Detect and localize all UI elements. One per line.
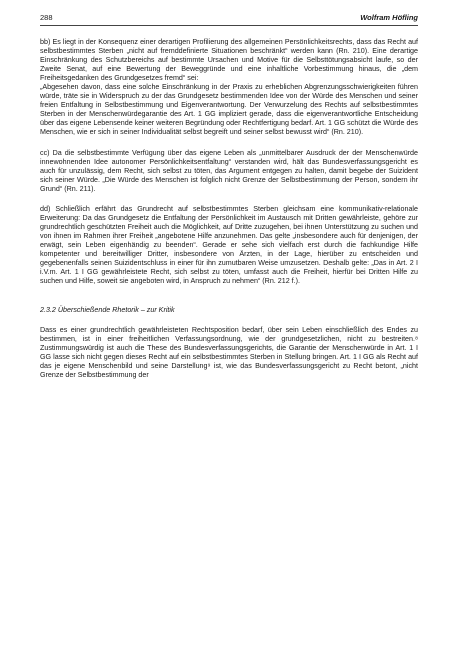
paragraph-critique: Dass es einer grundrechtlich gewährleisteten Rechtsposition bedarf, über sein Leben einschließlich des Endes zu bestimmen, ist in einer freiheitlichen Verfassungsordnung, wie der grundgesetzlichen, nicht zu bestreiten.⁸ Zustimmungswürdig ist auch die These des Bundesverfassungsgerichts, die Garantie der Menschenwürde in Art. 1 I GG lasse sich nicht gegen dieses Recht auf ein selbstbestimmtes Sterben in Stellung bringen. Art. 1 I GG als Recht auf das je eigene Menschenbild und seine Darstellung⁹ ist, wie das Bundesverfassungsgericht zu Recht betont, „nicht Grenze der Selbstbestimmung der xyxy=(40,326,418,380)
page-body xyxy=(40,38,418,381)
paragraph-dd: dd) Schließlich erfährt das Grundrecht auf selbstbestimmtes Sterben gleichsam eine kommunikativ-relationale Erweiterung: Da das Grundgesetz die Entfaltung der Persönlichkeit im Austausch mit Dritten gewährleiste, gehöre zur grundrechtlich geschützten Freiheit auch die Möglichkeit, auf Dritte zuzugehen, bei ihnen Unterstützung zu suchen und von ihnen im Rahmen ihrer Freiheit „angebotene Hilfe anzunehmen. Das gelte „insbesondere auch für denjenigen, der erwägt, sein Leben eigenhändig zu beenden“. Gerade er sehe sich vielfach erst durch die fachkundige Hilfe kompetenter und bereitwilliger Dritter, insbesondere von Ärzten, in der Lage, hierüber zu entscheiden und gegebenenfalls seinen Suizidentschluss in einer für ihn zumutbaren Weise umzusetzen. Deshalb gelte: „Das in Art. 2 I i.V.m. Art. 1 I GG gewährleistete Recht, sich selbst zu töten, umfasst auch die Freiheit, hierfür bei Dritten Hilfe zu suchen und Hilfe, soweit sie angeboten wird, in Anspruch zu nehmen“ (Rn. 212 f.). xyxy=(40,204,418,286)
paragraph-cc: cc) Da die selbstbestimmte Verfügung über das eigene Leben als „unmittelbarer Ausdruck der der Menschenwürde innewohnenden Idee autonomer Persönlichkeitsentfaltung“ verstanden wird, hält das Bundesverfassungsgericht es auch für unzulässig, dem Recht, sich selbst zu töten, das Argument entgegen zu halten, damit begebe der Suizident sich seiner Würde. „Die Würde des Menschen ist folglich nicht Grenze der Selbstbestimmung der Person, sondern ihr Grund“ (Rn. 211). xyxy=(40,148,418,193)
section-heading: 2.3.2 Überschießende Rhetorik – zur Kritik xyxy=(40,306,175,315)
running-header xyxy=(40,11,418,26)
block-quote-bb: „Abgesehen davon, dass eine solche Einschränkung in der Praxis zu erheblichen Abgrenzungsschwierigkeiten führen würde, träte sie in Widerspruch zu der das Grundgesetz bestimmenden Idee von der Würde des Menschen und seiner freien Entfaltung in Selbstbestimmung und Eigenverantwortung. Der Verwurzelung des Rechts auf selbstbestimmtes Sterben in der Menschenwürdegarantie des Art. 1 GG impliziert gerade, dass die eigenverantwortliche Entscheidung über das eigene Lebensende keiner weiteren Begründung oder Rechtfertigung bedarf. Art. 1 GG schützt die Würde des Menschen, wie er sich in seiner Individualität selbst begreift und seiner selbst bewusst wird“ (Rn. 210). xyxy=(40,83,418,137)
page-number: 288 xyxy=(40,13,53,22)
running-author: Wolfram Höfling xyxy=(360,13,418,22)
paragraph-bb: bb) Es liegt in der Konsequenz einer derartigen Profilierung des allgemeinen Persönlichkeitsrechts, dass das Recht auf selbstbestimmtes Sterben „nicht auf fremddefinierte Situationen beschränkt“ werden kann (Rn. 210). Eine derartige Einschränkung des Schutzbereichs auf bestimmte Ursachen und Motive für die Selbsttötungsabsicht laufe, so der Zweite Senat, auf eine Bewertung der Beweggründe und eine inhaltliche Vorbestimmung hinaus, die „dem Freiheitsgedanken des Grundgesetzes fremd“ sei: xyxy=(40,38,418,83)
